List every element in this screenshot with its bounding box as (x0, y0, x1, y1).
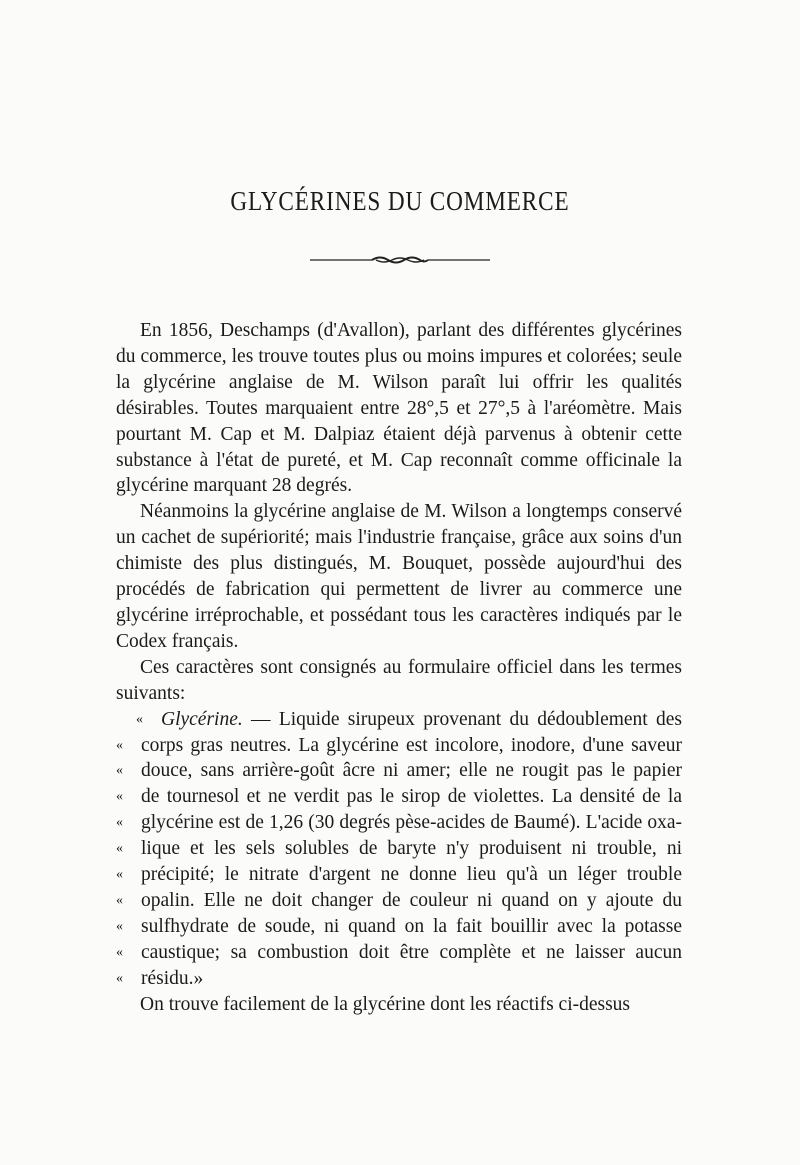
quote-line (116, 914, 682, 940)
body-text (116, 318, 682, 1017)
quote-open-mark: « (136, 711, 143, 727)
quote-term: Glycérine. (161, 708, 243, 730)
quote-line (116, 758, 682, 784)
quote-line (116, 836, 682, 862)
quote-line-mark: « (116, 789, 123, 805)
quote-line (116, 784, 682, 810)
quote-line (116, 707, 682, 733)
quote-line-text: de tournesol et ne verdit pas le sirop de violettes. La densité de la (141, 786, 682, 808)
quote-line-text: corps gras neutres. La glycérine est incolore, inodore, d'une saveur (141, 734, 682, 756)
quote-line-text: lique et les sels solubles de baryte n'y produisent ni trouble, ni (141, 838, 682, 860)
quote-line (116, 810, 682, 836)
quote-line-mark: « (116, 892, 123, 908)
quote-line-mark: « (116, 815, 123, 831)
title-ornament (310, 254, 490, 266)
quote-line-text: caustique; sa combustion doit être complète et ne laisser aucun (141, 941, 682, 963)
quote-line-text: douce, sans arrière-goût âcre ni amer; elle ne rougit pas le papier (141, 760, 682, 782)
quote-first-line-text: — Liquide sirupeux provenant du dédoublement des (242, 708, 682, 730)
quote-line-mark: « (116, 918, 123, 934)
quote-lines (116, 733, 682, 992)
paragraph-2: Néanmoins la glycérine anglaise de M. Wilson a longtemps conservé un cachet de supériorité; mais l'industrie française, grâce aux soins d'un chimiste des plus distingués, M. Bouquet, possède aujourd'hui des procédés de fabrication qui permettent de livrer au commerce une glycérine irréprochable, et possédant tous les caractères indiqués par le Codex français. (116, 501, 682, 652)
paragraph-3: Ces caractères sont consignés au formulaire officiel dans les termes suivants: (116, 656, 682, 704)
quote-line-text: précipité; le nitrate d'argent ne donne lieu qu'à un léger trouble (141, 864, 682, 886)
quote-line-mark: « (116, 763, 123, 779)
quote-line-mark: « (116, 970, 123, 986)
quote-line (116, 862, 682, 888)
paragraph-final: On trouve facilement de la glycérine dont les réactifs ci-dessus (140, 993, 631, 1015)
quote-line-mark: « (116, 944, 123, 960)
reverse-bleed-through (130, 100, 690, 256)
quote-line-mark: « (116, 867, 123, 883)
quote-line-text: résidu.» (141, 967, 204, 989)
quote-line-text: opalin. Elle ne doit changer de couleur ni quand on y ajoute du (141, 889, 682, 911)
quote-line (116, 966, 682, 992)
codex-quotation (116, 707, 682, 992)
quote-line (116, 940, 682, 966)
quote-line-mark: « (116, 841, 123, 857)
paragraph-1: En 1856, Deschamps (d'Avallon), parlant des différentes glycérines du commerce, les trouve toutes plus ou moins impures et colorées; seule la glycérine anglaise de M. Wilson paraît lui offrir les qualités désirables. Toutes marquaient entre 28°,5 et 27°,5 à l'aréomètre. Mais pourtant M. Cap et M. Dalpiaz étaient déjà parvenus à obtenir cette substance à l'état de pureté, et M. Cap reconnaît comme officinale la glycérine marquant 28 degrés. (116, 320, 682, 497)
quote-line-text: glycérine est de 1,26 (30 degrés pèse-acides de Baumé). L'acide oxa- (141, 812, 682, 834)
quote-line (116, 733, 682, 759)
quote-line (116, 888, 682, 914)
quote-line-mark: « (116, 737, 123, 753)
quote-line-text: sulfhydrate de soude, ni quand on la fait bouillir avec la potasse (141, 915, 682, 937)
page-title: GLYCÉRINES DU COMMERCE (230, 186, 570, 216)
